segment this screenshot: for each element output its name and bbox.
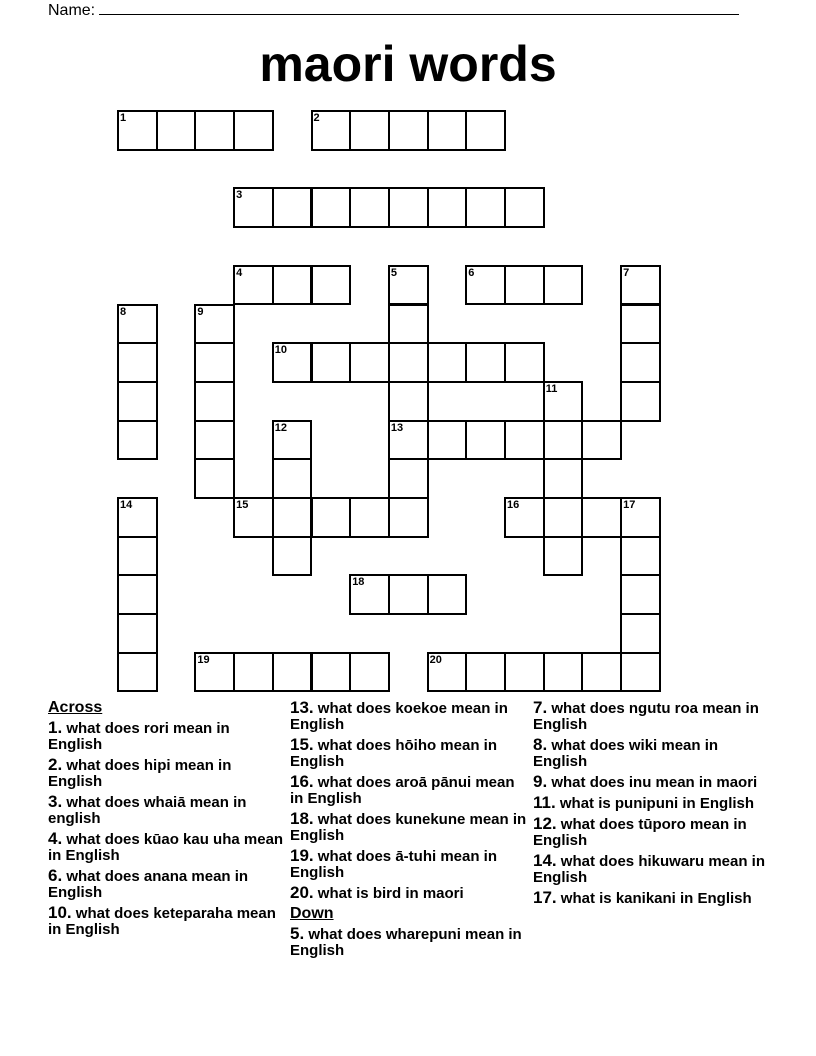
grid-cell[interactable] [311, 497, 352, 538]
clue-item-text: what does inu mean in maori [547, 774, 758, 791]
grid-cell[interactable] [620, 381, 661, 422]
grid-cell[interactable] [194, 381, 235, 422]
grid-cell[interactable] [388, 110, 429, 151]
clue-number: 11 [545, 382, 558, 395]
clue-item-text: what does keteparaha mean in English [48, 905, 276, 938]
clue-number: 14 [120, 499, 133, 511]
grid-cell[interactable] [504, 265, 545, 306]
grid-cell[interactable] [620, 613, 661, 654]
grid-cell[interactable] [117, 342, 158, 383]
clue-number: 4 [236, 266, 243, 279]
clue-number: 16 [507, 499, 520, 511]
grid-cell[interactable] [504, 497, 545, 538]
clue-item-text: what does kūao kau uha mean in English [48, 831, 284, 864]
grid-cell[interactable] [117, 304, 158, 345]
across-heading: Across [48, 699, 103, 716]
clues-column-1 [48, 700, 288, 942]
clue-item-text: what does tūporo mean in English [533, 816, 747, 849]
clue-item-number: 3. [48, 792, 63, 811]
grid-cell[interactable] [233, 652, 274, 693]
clue-item-number: 9. [533, 772, 548, 791]
clue-item-number: 15. [290, 735, 314, 754]
grid-cell[interactable] [233, 265, 274, 306]
grid-cell[interactable] [194, 342, 235, 383]
grid-cell[interactable] [388, 265, 429, 306]
grid-cell[interactable] [465, 420, 506, 461]
grid-cell[interactable] [349, 110, 390, 151]
grid-cell[interactable] [117, 497, 158, 538]
grid-cell[interactable] [504, 420, 545, 461]
clue-item-text: what does wiki mean in English [533, 737, 719, 770]
clue-number: 10 [274, 344, 288, 357]
grid-cell[interactable] [117, 381, 158, 422]
grid-cell[interactable] [581, 652, 622, 693]
clue-item-number: 1. [48, 718, 63, 737]
clue-item-number: 17. [533, 888, 557, 907]
grid-cell[interactable] [620, 342, 661, 383]
grid-cell[interactable] [465, 187, 506, 228]
grid-cell[interactable] [543, 536, 584, 577]
clue-item-text: what does ā-tuhi mean in English [290, 848, 497, 881]
clue-number: 17 [623, 499, 636, 511]
grid-cell[interactable] [581, 420, 622, 461]
grid-cell[interactable] [272, 497, 313, 538]
clue-item-text: what does hipi mean in English [48, 757, 232, 790]
grid-cell[interactable] [194, 652, 235, 693]
grid-cell[interactable] [117, 420, 158, 461]
grid-cell[interactable] [620, 304, 661, 345]
clue-item-number: 6. [48, 866, 63, 885]
grid-cell[interactable] [388, 497, 429, 538]
grid-cell[interactable] [388, 420, 429, 461]
grid-cell[interactable] [349, 497, 390, 538]
grid-cell[interactable] [388, 304, 429, 345]
grid-cell[interactable] [427, 652, 468, 693]
grid-cell[interactable] [349, 652, 390, 693]
clue-item [290, 700, 530, 733]
clue-number: 3 [236, 189, 243, 202]
clue-number: 19 [197, 653, 210, 666]
clue-item-number: 10. [48, 903, 72, 922]
down-heading: Down [290, 905, 334, 922]
clue-item [48, 831, 288, 864]
clue-item-number: 16. [290, 772, 314, 791]
across-clue-list [48, 720, 288, 938]
clue-item [533, 890, 773, 907]
grid-cell[interactable] [427, 187, 468, 228]
grid-cell[interactable] [543, 652, 584, 693]
grid-cell[interactable] [233, 110, 274, 151]
clue-item [533, 795, 773, 812]
grid-cell[interactable] [620, 536, 661, 577]
clue-item-number: 5. [290, 924, 305, 943]
clues-column-3 [533, 700, 773, 911]
clue-item-text: what does hōiho mean in English [290, 737, 497, 770]
grid-cell[interactable] [311, 342, 352, 383]
clue-item-text: what is bird in maori [313, 885, 464, 902]
down-clue-list [290, 926, 530, 959]
grid-cell[interactable] [504, 652, 545, 693]
grid-cell[interactable] [272, 458, 313, 499]
grid-cell[interactable] [465, 652, 506, 693]
grid-cell[interactable] [388, 342, 429, 383]
grid-cell[interactable] [233, 497, 274, 538]
name-label: Name: [48, 2, 96, 19]
clue-item-number: 11. [533, 793, 556, 812]
grid-cell[interactable] [117, 110, 158, 151]
grid-cell[interactable] [504, 187, 545, 228]
grid-cell[interactable] [156, 110, 197, 151]
clue-item-number: 14. [533, 851, 557, 870]
clue-item [290, 811, 530, 844]
clue-number: 1 [120, 112, 127, 124]
grid-cell[interactable] [311, 187, 352, 228]
grid-cell[interactable] [543, 381, 584, 422]
clue-item-number: 19. [290, 846, 314, 865]
clue-item-text: what does wharepuni mean in English [290, 926, 522, 959]
grid-cell[interactable] [194, 420, 235, 461]
clue-item-text: what does hikuwaru mean in English [533, 853, 766, 886]
grid-cell[interactable] [543, 497, 584, 538]
grid-cell[interactable] [504, 342, 545, 383]
clue-item-number: 2. [48, 755, 63, 774]
grid-cell[interactable] [349, 342, 390, 383]
grid-cell[interactable] [272, 652, 313, 693]
grid-cell[interactable] [117, 536, 158, 577]
clue-number: 7 [623, 266, 630, 279]
clue-item-text: what does whaiā mean in english [48, 794, 247, 827]
clue-item-text: what does rori mean in English [48, 720, 230, 753]
page-title: maori words [259, 36, 557, 92]
clue-item-text: what does koekoe mean in English [290, 700, 508, 733]
grid-cell[interactable] [117, 574, 158, 615]
grid-cell[interactable] [620, 497, 661, 538]
grid-cell[interactable] [349, 574, 390, 615]
clue-item [533, 853, 773, 886]
down-clue-list-continued [533, 700, 773, 907]
clue-item [290, 737, 530, 770]
grid-cell[interactable] [311, 110, 352, 151]
clues-column-2 [290, 700, 530, 963]
clue-number: 5 [390, 266, 398, 279]
grid-cell[interactable] [543, 458, 584, 499]
grid-cell[interactable] [233, 187, 274, 228]
grid-cell[interactable] [543, 265, 584, 306]
clue-number: 6 [468, 266, 475, 279]
clue-item-text: what does ngutu roa mean in English [533, 700, 759, 733]
clue-item-text: what is kanikani in English [556, 890, 752, 907]
grid-cell[interactable] [427, 110, 468, 151]
clue-number: 9 [197, 305, 204, 318]
clue-item-number: 4. [48, 829, 63, 848]
grid-cell[interactable] [272, 187, 313, 228]
grid-cell[interactable] [388, 187, 429, 228]
grid-cell[interactable] [117, 652, 158, 693]
grid-cell[interactable] [117, 613, 158, 654]
grid-cell[interactable] [427, 420, 468, 461]
clue-item [48, 720, 288, 753]
grid-cell[interactable] [194, 110, 235, 151]
grid-cell[interactable] [194, 304, 235, 345]
clue-item [533, 737, 773, 770]
clue-number: 20 [429, 653, 442, 666]
grid-cell[interactable] [427, 342, 468, 383]
clue-item [290, 926, 530, 959]
clue-item [48, 868, 288, 901]
grid-cell[interactable] [465, 110, 506, 151]
clue-number: 2 [313, 112, 320, 124]
clue-item-text: what is punipuni in English [555, 795, 755, 812]
clue-item-number: 18. [290, 809, 314, 828]
grid-cell[interactable] [465, 342, 506, 383]
clue-item-text: what does anana mean in English [48, 868, 249, 901]
clue-item-text: what does kunekune mean in English [290, 811, 527, 844]
clue-item-number: 7. [533, 698, 548, 717]
grid-cell[interactable] [194, 458, 235, 499]
clue-item [290, 848, 530, 881]
grid-cell[interactable] [388, 381, 429, 422]
grid-cell[interactable] [620, 574, 661, 615]
grid-cell[interactable] [349, 187, 390, 228]
clue-item-number: 8. [533, 735, 548, 754]
grid-cell[interactable] [311, 265, 352, 306]
grid-cell[interactable] [272, 265, 313, 306]
clue-item [290, 885, 530, 902]
grid-cell[interactable] [272, 536, 313, 577]
grid-cell[interactable] [427, 574, 468, 615]
grid-cell[interactable] [272, 420, 313, 461]
grid-cell[interactable] [272, 342, 313, 383]
clue-item [290, 774, 530, 807]
grid-cell[interactable] [465, 265, 506, 306]
clue-number: 8 [120, 305, 127, 318]
grid-cell[interactable] [620, 265, 661, 306]
clue-item-number: 20. [290, 883, 314, 902]
clue-item-text: what does aroā pānui mean in English [290, 774, 515, 807]
grid-cell[interactable] [581, 497, 622, 538]
clue-number: 12 [274, 421, 288, 434]
grid-cell[interactable] [388, 574, 429, 615]
clue-number: 13 [390, 421, 404, 434]
across-clue-list-continued [290, 700, 530, 902]
clue-item [533, 774, 773, 791]
clue-number: 15 [236, 499, 249, 511]
clue-item [533, 816, 773, 849]
clue-item [48, 757, 288, 790]
grid-cell[interactable] [620, 652, 661, 693]
grid-cell[interactable] [311, 652, 352, 693]
grid-cell[interactable] [543, 420, 584, 461]
clue-item-number: 13. [290, 698, 314, 717]
clue-number: 18 [352, 576, 365, 589]
clue-item [48, 905, 288, 938]
clue-item [533, 700, 773, 733]
clue-item [48, 794, 288, 827]
clue-item-number: 12. [533, 814, 557, 833]
grid-cell[interactable] [388, 458, 429, 499]
